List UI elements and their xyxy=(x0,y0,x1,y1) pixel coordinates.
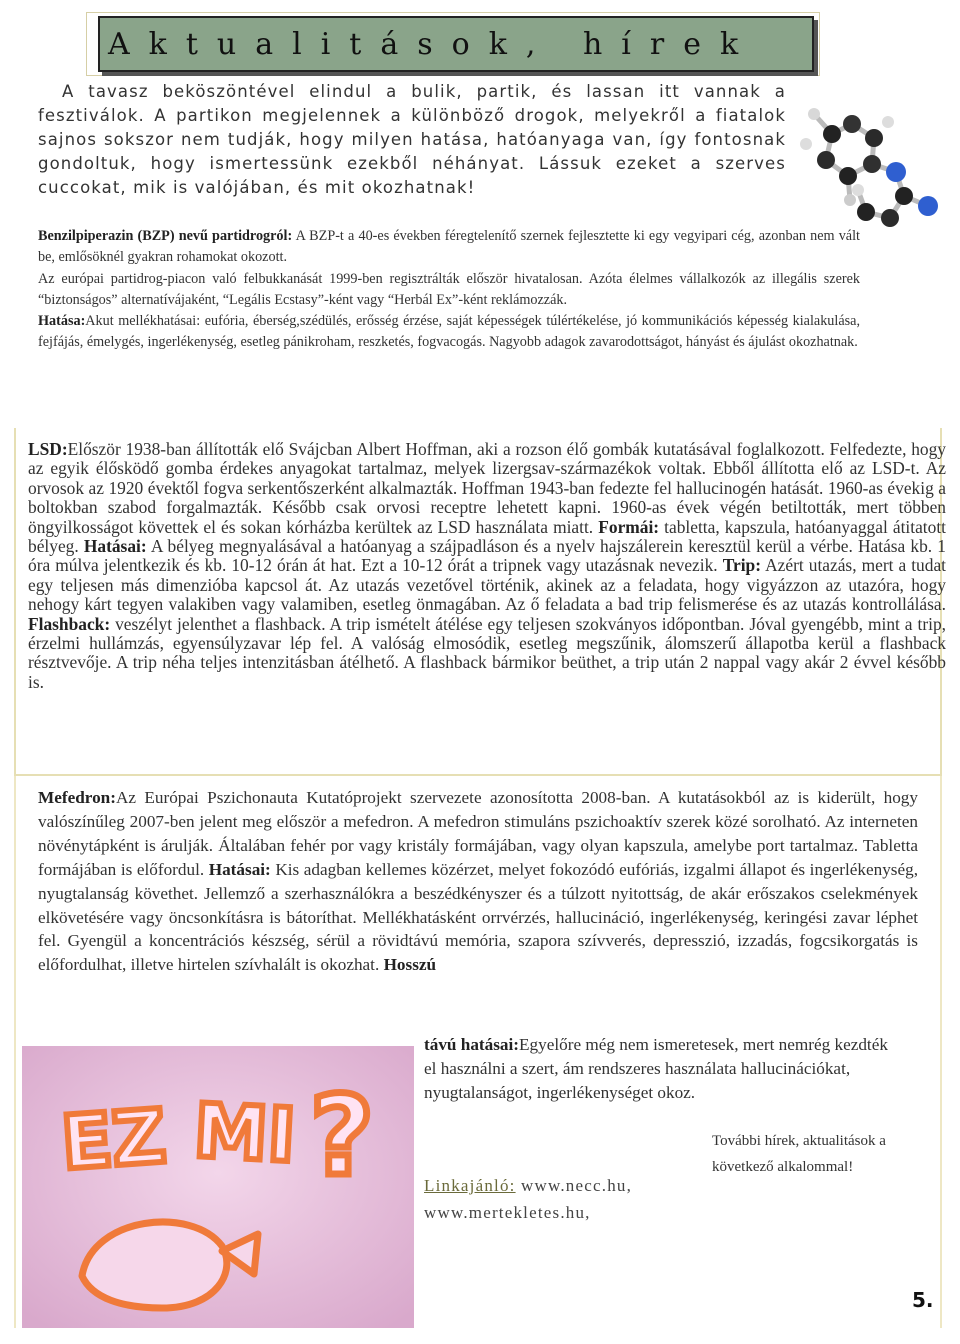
molecule-illustration xyxy=(792,92,944,244)
bzp-paragraph-2: Az európai partidrog-piacon való felbukkanását 1999-ben regisztrálták először hivatalosan. Azóta élelmes vállalkozók az illegális szerek “biztonságos” alternatívájaként, “Legális Ecstasy”-ként vagy “Herbál Ex”-ként reklámozzák. xyxy=(38,270,860,308)
lsd-trip-label: Trip: xyxy=(722,555,762,576)
lsd-text-5: veszélyt jelenthet a flashback. A trip ismételt átélése egy teljesen szokványos időpontban. Jóval gyengébb, mint a trip, érzelmi hullámzás, egyensúlyzavar lép fel. A valóság elmosódik, esetleg megszűnik, álomszerű állapotba kerül a flashback résztvevője. A trip néha teljes intenzitásban átélhető. A flashback bármikor beüthet, a trip után 2 nappal vagy akár 2 évvel később is. xyxy=(28,613,946,692)
bzp-effects-label: Hatása: xyxy=(38,313,86,330)
link-label: Linkajánló: xyxy=(424,1176,516,1195)
cookie-cutter-photo xyxy=(22,1046,414,1328)
bzp-text-1: A BZP-t a 40-es években féregtelenítő szernek fejlesztette ki egy vegyipari cég, azonban nem vált be, emlősöknél gyakran rohamokat okozott. xyxy=(38,228,860,266)
mefedron-text-2: Kis adagban kellemes közérzet, melyet fokozódó eufóriás, izgalmi állapot és ingerlékenység, nyugtalanság követhet. Jellemző a szerhasználókra a beszédkényszer és a túlzott nyitottság, de akár erőszakos cselekmények elkövetésére vagy öncsonkításra is bátoríthat. Mellékhatásként orrvérzés, hallucináció, ingerlékenység, keringési zavar léphet fel. Gyengül a koncentrációs készség, sérül a rövidtávú memória, szapora szívverés, depresszió, izzadás, fogcsikorgatás is előfordulhat, illetve hirtelen szívhalált is okozhat. xyxy=(38,859,918,975)
mefedron-text-3: Egyelőre még nem ismeretesek, mert nemrég kezdték el használni a szert, ám rendszeres használata hallucinációkat, nyugtalanságot, ingerlékenységet okoz. xyxy=(424,1035,888,1102)
page-title: Aktualitások, hírek xyxy=(108,26,758,62)
bzp-section xyxy=(38,226,860,354)
lsd-flashback-label: Flashback: xyxy=(28,613,111,634)
mefedron-title: Mefedron: xyxy=(38,788,116,807)
link-necc[interactable]: www.necc.hu, xyxy=(515,1176,633,1195)
photo-question-mark: ? xyxy=(310,1072,374,1200)
mefedron-long-label-2: távú hatásai: xyxy=(424,1035,520,1054)
lsd-text-1: Először 1938-ban állították elő Svájcban Albert Hoffman, aki a rozson élő gombák kutatásával foglalkozott. Felfedezte, hogy az egyik élősködő gomba érdekes anyagokat tartalmaz, melyek lizergsav-származékok voltak. Ebből állította elő az LSD-t. Az orvosok az 1920 évektől fogva serkentőszerként alkalmazták. Hoffman 1943-ban fedezte fel hallucinogén hatását. 1960-as évekig a boltokban szabod forgalmazták. Később csak orvosi receptre lehetett kapni. 1960-as évek végén betiltották, mert többen öngyilkosságot követtek el és sokan kórházba kerültek az LSD használata miatt. xyxy=(28,439,946,537)
header-banner xyxy=(98,16,814,72)
bzp-title: Benzilpiperazin (BZP) nevű partidrogról: xyxy=(38,228,293,244)
mefedron-long-label-1: Hosszú xyxy=(383,955,437,975)
next-issue-note: További hírek, aktualitások a következő alkalommal! xyxy=(712,1133,886,1175)
link-mertekletes[interactable]: www.mertekletes.hu, xyxy=(424,1203,591,1222)
lsd-section xyxy=(28,440,946,692)
bzp-effects-text: Akut mellékhatásai: eufória, éberség,szédülés, erősség érzése, saját képességek túlértékelése, jó kommunikációs képesség kialakulása, fejfájás, émelygés, ingerlékenység, esetleg pánikroham, reszketés, fogvacogás. Nagyobb adagok zavarodottságot, hányást és ájulást okozhatnak. xyxy=(38,313,860,351)
mefedron-long-term xyxy=(424,1033,894,1105)
mefedron-effects-label: Hatásai: xyxy=(208,859,271,879)
bzp-paragraph-3 xyxy=(38,311,860,354)
lsd-text-2: tabletta, kapszula, hatóanyaggal átitatott bélyeg. xyxy=(28,516,946,557)
photo-text-ez: EZ xyxy=(58,1093,169,1187)
lsd-forms-label: Formái: xyxy=(598,516,660,537)
lsd-effects-label: Hatásai: xyxy=(83,536,147,557)
mefedron-section xyxy=(38,786,918,977)
photo-text-mi: MI xyxy=(191,1088,298,1180)
page-number: 5. xyxy=(912,1288,934,1312)
bzp-paragraph-1 xyxy=(38,226,860,269)
lsd-text-4: Azért utazás, mert a tudat egy teljesen más dimenzióba kapcsol át. Az utazás vezetővel történik, akinek az a feladata, hogy vigyázzon az utazóra, hogy nehogy kárt tegyen valakiben vagy valamiben, esetleg önmagában. Az ő feladata a bad trip felismerése és az utazás kontrollálása. xyxy=(28,555,947,615)
intro-paragraph: A tavasz beköszöntével elindul a bulik, partik, és lassan itt vannak a fesztiválok. A partikon megjelennek a különböző drogok, melyekről a fiatalok sajnos sokszor nem tudják, hogy milyen hatása, hatóanyaga van, így fontosnak gondoltuk, hogy ismertessünk ezekből néhányat. Lássuk ezeket a szerves cuccokat, mik is valójában, és mit okozhatnak! xyxy=(38,82,786,197)
lsd-title: LSD: xyxy=(28,439,68,459)
link-recommendations xyxy=(424,1172,724,1226)
lsd-text-3: A bélyeg megnyalásával a hatóanyag a szájpadláson és a nyelv hajszálerein keresztül kerül a vérbe. Hatása kb. 1 óra múlva jelentkezik és kb. 10-12 órán át hat. Ezt a 10-12 órát a tripnek vagy utazásnak nevezik. xyxy=(28,536,946,576)
mefedron-text-1: Az Európai Pszichonauta Kutatóprojekt szervezete azonosította 2008-ban. A kutatásokból az is kiderült, hogy valószínűleg 2007-ben jelent meg először a mefedron. A mefedron stimuláns pszichoaktív szerek közé sorolható. Az interneten növénytápként is árulják. Általában fehér por vagy kristály formájában, vagy olyan kapszula, amelybe port tartalmaz. Tabletta formájában is előfordul. xyxy=(38,788,918,879)
